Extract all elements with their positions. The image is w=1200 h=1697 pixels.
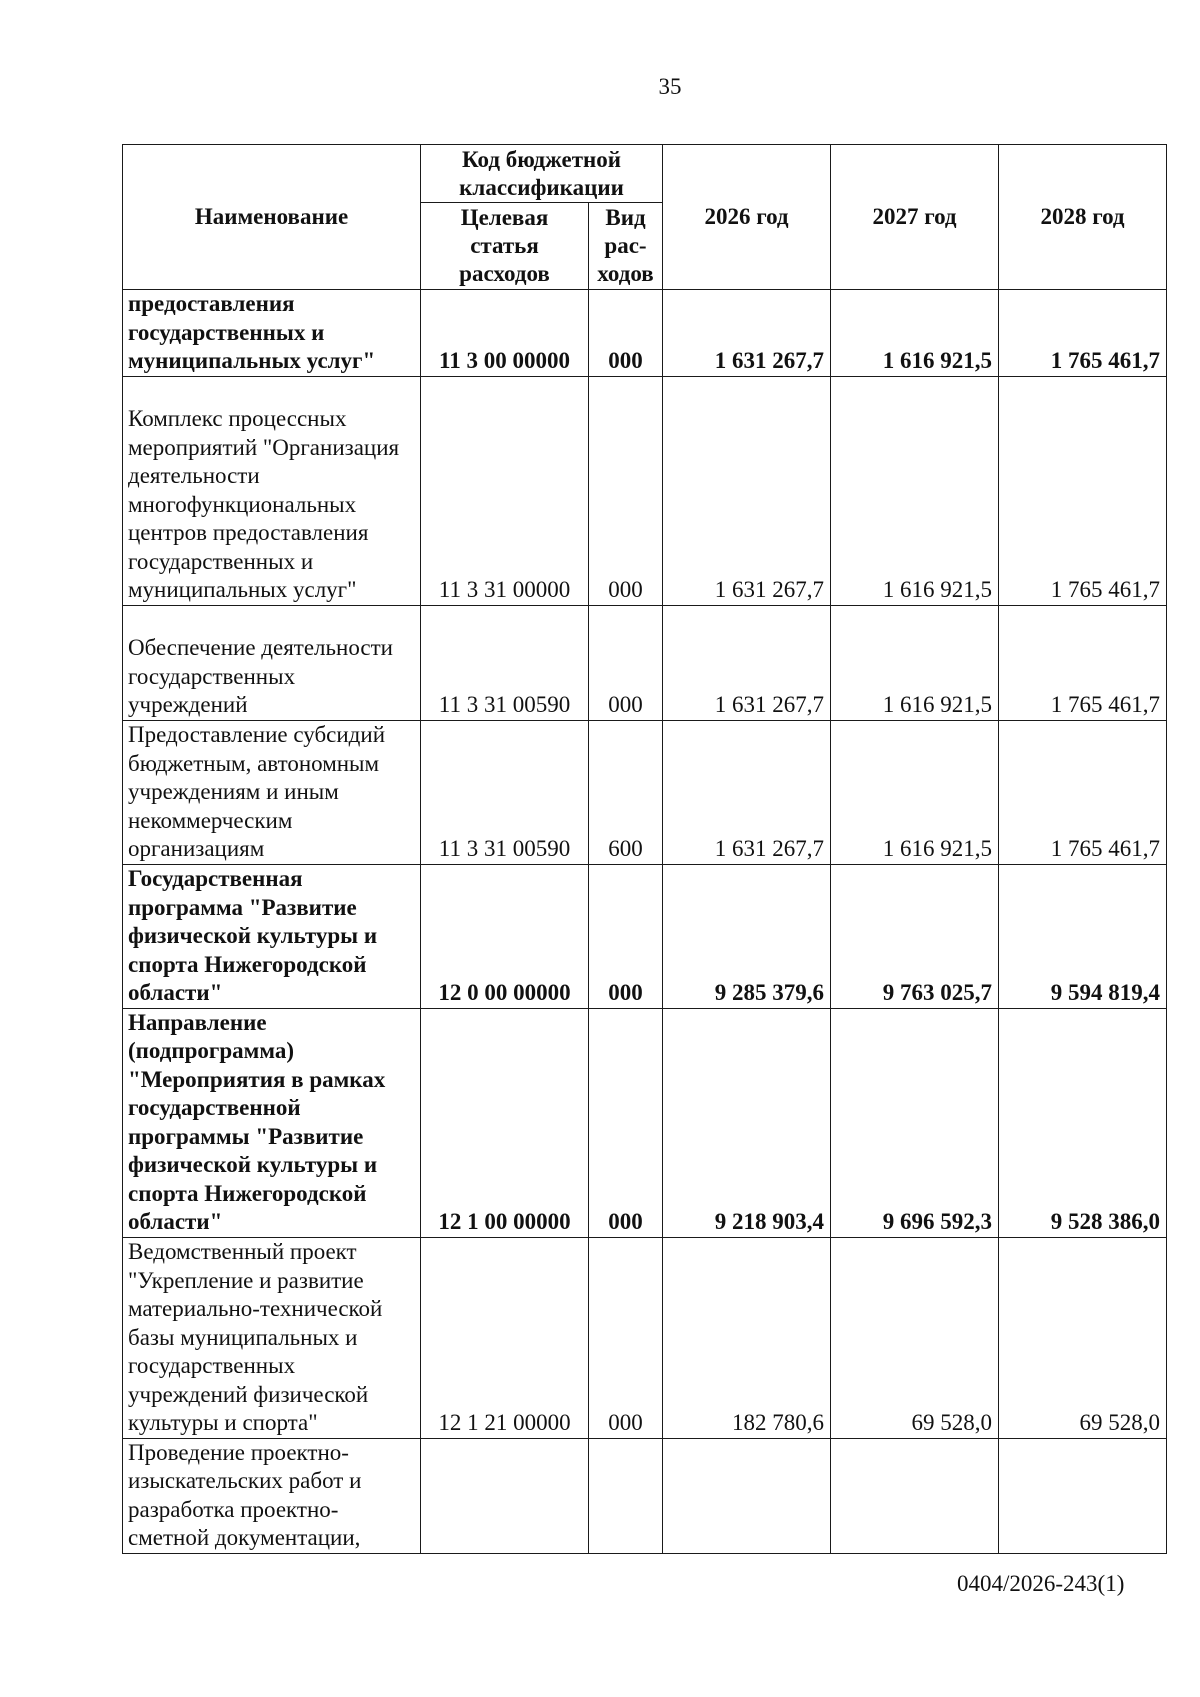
target-article-cell: 11 3 31 00000 xyxy=(421,376,589,605)
row-name-cell: Государственная программа "Развитие физической культуры и спорта Нижегородской области" xyxy=(123,864,421,1008)
table-row xyxy=(123,1438,1167,1553)
table-row xyxy=(123,1008,1167,1237)
value-2028-cell: 69 528,0 xyxy=(999,1237,1167,1438)
row-name-cell: Предоставление субсидий бюджетным, автономным учреждениям и иным некоммерческим организациям xyxy=(123,720,421,864)
header-2028: 2028 год xyxy=(999,145,1167,290)
row-name-cell: Комплекс процессных мероприятий "Организация деятельности многофункциональных центров предоставления государственных и муниципальных услуг" xyxy=(123,376,421,605)
table-row xyxy=(123,720,1167,864)
table-body xyxy=(123,290,1167,1554)
row-name-cell: Проведение проектно-изыскательских работ и разработка проектно-сметной документации, xyxy=(123,1438,421,1553)
header-2027: 2027 год xyxy=(831,145,999,290)
value-2026-cell: 1 631 267,7 xyxy=(663,376,831,605)
header-target: Целевая статья расходов xyxy=(421,203,589,290)
expense-kind-cell: 000 xyxy=(589,864,663,1008)
value-2027-cell: 9 763 025,7 xyxy=(831,864,999,1008)
expense-kind-cell: 000 xyxy=(589,290,663,377)
value-2028-cell: 1 765 461,7 xyxy=(999,376,1167,605)
value-2026-cell: 1 631 267,7 xyxy=(663,720,831,864)
value-2028-cell xyxy=(999,1438,1167,1553)
table-row xyxy=(123,376,1167,605)
table-row xyxy=(123,1237,1167,1438)
row-name-cell: Ведомственный проект "Укрепление и развитие материально-технической базы муниципальных и государственных учреждений физической культуры и спорта" xyxy=(123,1237,421,1438)
table-row xyxy=(123,290,1167,377)
value-2026-cell: 1 631 267,7 xyxy=(663,605,831,720)
expense-kind-cell: 000 xyxy=(589,1008,663,1237)
value-2028-cell: 1 765 461,7 xyxy=(999,290,1167,377)
value-2026-cell xyxy=(663,1438,831,1553)
value-2026-cell: 9 285 379,6 xyxy=(663,864,831,1008)
value-2026-cell: 9 218 903,4 xyxy=(663,1008,831,1237)
target-article-cell xyxy=(421,1438,589,1553)
expense-kind-cell: 000 xyxy=(589,376,663,605)
value-2027-cell: 1 616 921,5 xyxy=(831,605,999,720)
header-kind: Вид рас-ходов xyxy=(589,203,663,290)
target-article-cell: 11 3 31 00590 xyxy=(421,605,589,720)
value-2028-cell: 9 594 819,4 xyxy=(999,864,1167,1008)
value-2027-cell xyxy=(831,1438,999,1553)
row-name-cell: Обеспечение деятельности государственных учреждений xyxy=(123,605,421,720)
row-name-cell: предоставления государственных и муниципальных услуг" xyxy=(123,290,421,377)
header-name: Наименование xyxy=(123,145,421,290)
target-article-cell: 12 1 00 00000 xyxy=(421,1008,589,1237)
value-2028-cell: 1 765 461,7 xyxy=(999,605,1167,720)
expense-kind-cell: 000 xyxy=(589,605,663,720)
table-header xyxy=(123,145,1167,290)
table-row xyxy=(123,864,1167,1008)
page-number: 35 xyxy=(658,74,682,99)
expense-kind-cell: 600 xyxy=(589,720,663,864)
value-2027-cell: 9 696 592,3 xyxy=(831,1008,999,1237)
value-2027-cell: 1 616 921,5 xyxy=(831,290,999,377)
target-article-cell: 11 3 00 00000 xyxy=(421,290,589,377)
target-article-cell: 12 1 21 00000 xyxy=(421,1237,589,1438)
value-2027-cell: 1 616 921,5 xyxy=(831,720,999,864)
table-row xyxy=(123,605,1167,720)
header-kbk: Код бюджетной классификации xyxy=(421,145,663,203)
value-2026-cell: 182 780,6 xyxy=(663,1237,831,1438)
document-code: 0404/2026-243(1) xyxy=(957,1571,1125,1596)
value-2027-cell: 1 616 921,5 xyxy=(831,376,999,605)
value-2028-cell: 1 765 461,7 xyxy=(999,720,1167,864)
target-article-cell: 12 0 00 00000 xyxy=(421,864,589,1008)
expense-kind-cell xyxy=(589,1438,663,1553)
value-2026-cell: 1 631 267,7 xyxy=(663,290,831,377)
target-article-cell: 11 3 31 00590 xyxy=(421,720,589,864)
value-2027-cell: 69 528,0 xyxy=(831,1237,999,1438)
expense-kind-cell: 000 xyxy=(589,1237,663,1438)
value-2028-cell: 9 528 386,0 xyxy=(999,1008,1167,1237)
header-2026: 2026 год xyxy=(663,145,831,290)
row-name-cell: Направление (подпрограмма) "Мероприятия в рамках государственной программы "Развитие физической культуры и спорта Нижегородской области" xyxy=(123,1008,421,1237)
budget-table xyxy=(122,144,1167,1554)
